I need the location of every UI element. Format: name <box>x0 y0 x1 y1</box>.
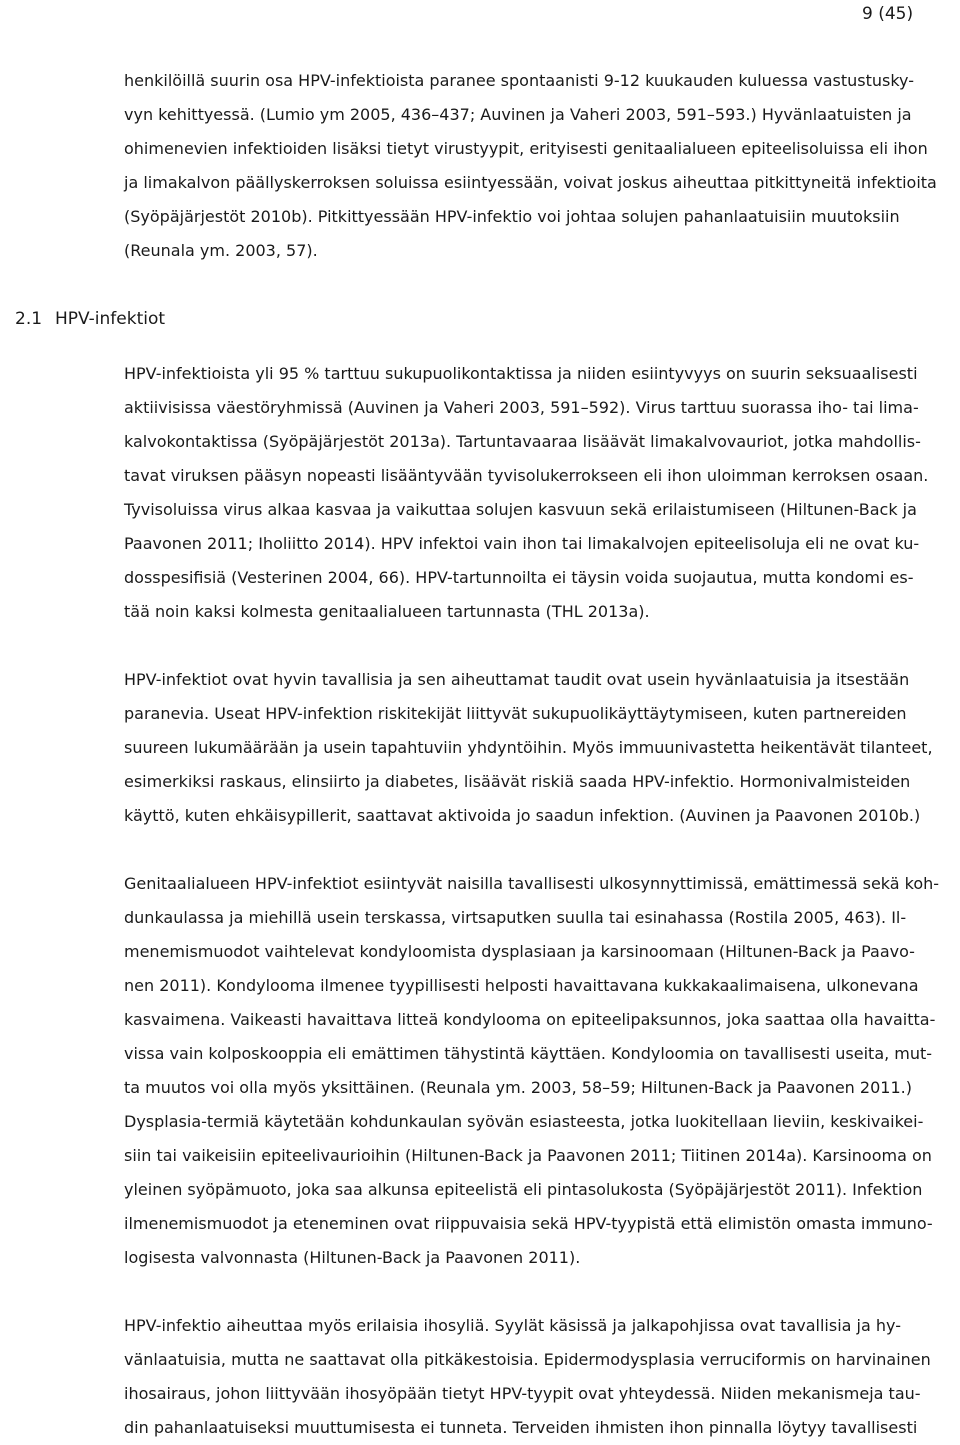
text-line: ja limakalvon päällyskerroksen soluissa esiintyessään, voivat joskus aiheuttaa pitkittyneitä infektioita <box>124 173 937 192</box>
paragraph-manifestations <box>124 867 944 1275</box>
text-line: HPV-infektiot ovat hyvin tavallisia ja sen aiheuttamat taudit ovat usein hyvänlaatuisia ja itsestään <box>124 670 910 689</box>
text-line: tavat viruksen pääsyn nopeasti lisääntyvään tyvisolukerrokseen eli ihon uloimman kerroksen osaan. <box>124 466 929 485</box>
text-line: Dysplasia-termiä käytetään kohdunkaulan syövän esiasteesta, jotka luokitellaan lieviin, keskivaikei- <box>124 1112 924 1131</box>
text-line: Genitaalialueen HPV-infektiot esiintyvät naisilla tavallisesti ulkosynnyttimissä, emättimessä sekä koh- <box>124 874 940 893</box>
text-line: esimerkiksi raskaus, elinsiirto ja diabetes, lisäävät riskiä saada HPV-infektio. Hormonivalmisteiden <box>124 772 911 791</box>
text-line: vissa vain kolposkooppia eli emättimen tähystintä käyttäen. Kondyloomia on tavallisesti useita, mut- <box>124 1044 933 1063</box>
text-line: logisesta valvonnasta (Hiltunen-Back ja Paavonen 2011). <box>124 1248 581 1267</box>
text-line: yleinen syöpämuoto, joka saa alkunsa epiteelistä eli pintasolukosta (Syöpäjärjestöt 2011). Infektion <box>124 1180 923 1199</box>
text-line: HPV-infektio aiheuttaa myös erilaisia ihosyliä. Syylät käsissä ja jalkapohjissa ovat tavallisia ja hy- <box>124 1316 901 1335</box>
text-line: ta muutos voi olla myös yksittäinen. (Reunala ym. 2003, 58–59; Hiltunen-Back ja Paavonen 2011.) <box>124 1078 912 1097</box>
paragraph-transmission <box>124 357 944 629</box>
text-line: aktiivisissa väestöryhmissä (Auvinen ja Vaheri 2003, 591–592). Virus tarttuu suorassa iho- tai lima- <box>124 398 919 417</box>
text-line: Tyvisoluissa virus alkaa kasvaa ja vaikuttaa solujen kasvuun sekä erilaistumiseen (Hiltunen-Back ja <box>124 500 917 519</box>
text-line: siin tai vaikeisiin epiteelivaurioihin (Hiltunen-Back ja Paavonen 2011; Tiitinen 2014a). Karsinooma on <box>124 1146 932 1165</box>
page-number: 9 (45) <box>862 4 914 24</box>
text-line: HPV-infektioista yli 95 % tarttuu sukupuolikontaktissa ja niiden esiintyvyys on suurin seksuaalisesti <box>124 364 918 383</box>
text-line: kalvokontaktissa (Syöpäjärjestöt 2013a). Tartuntavaaraa lisäävät limakalvovauriot, jotka mahdollis- <box>124 432 921 451</box>
text-line: dosspesifisiä (Vesterinen 2004, 66). HPV-tartunnoilta ei täysin voida suojautua, mutta kondomi es- <box>124 568 914 587</box>
text-line: ihosairaus, johon liittyvään ihosyöpään tietyt HPV-tyypit ovat yhteydessä. Niiden mekanismeja tau- <box>124 1384 921 1403</box>
section-title: HPV-infektiot <box>55 309 166 329</box>
text-line: ohimenevien infektioiden lisäksi tietyt virustyypit, erityisesti genitaalialueen epiteelisoluissa eli ihon <box>124 139 928 158</box>
text-line: vyn kehittyessä. (Lumio ym 2005, 436–437; Auvinen ja Vaheri 2003, 591–593.) Hyvänlaatuisten ja <box>124 105 912 124</box>
text-line: nen 2011). Kondylooma ilmenee tyypillisesti helposti havaittavana kukkakaalimaisena, ulkonevana <box>124 976 919 995</box>
text-line: menemismuodot vaihtelevat kondyloomista dysplasiaan ja karsinoomaan (Hiltunen-Back ja Paavo- <box>124 942 915 961</box>
paragraph-risk-factors <box>124 663 944 833</box>
text-line: Paavonen 2011; Iholiitto 2014). HPV infektoi vain ihon tai limakalvojen epiteelisoluja eli ne ovat ku- <box>124 534 920 553</box>
text-line: (Reunala ym. 2003, 57). <box>124 241 318 260</box>
intro-paragraph <box>124 64 944 268</box>
paragraph-skin-warts <box>124 1309 944 1445</box>
section-heading <box>15 302 165 336</box>
text-line: din pahanlaatuiseksi muuttumisesta ei tunneta. Terveiden ihmisten ihon pinnalla löytyy tavallisesti <box>124 1418 918 1437</box>
text-line: tää noin kaksi kolmesta genitaalialueen tartunnasta (THL 2013a). <box>124 602 650 621</box>
text-line: vänlaatuisia, mutta ne saattavat olla pitkäkestoisia. Epidermodysplasia verruciformis on harvinainen <box>124 1350 931 1369</box>
text-line: (Syöpäjärjestöt 2010b). Pitkittyessään HPV-infektio voi johtaa solujen pahanlaatuisiin muutoksiin <box>124 207 900 226</box>
text-line: ilmenemismuodot ja eteneminen ovat riippuvaisia sekä HPV-tyypistä että elimistön omasta immuno- <box>124 1214 933 1233</box>
text-line: käyttö, kuten ehkäisypillerit, saattavat aktivoida jo saadun infektion. (Auvinen ja Paavonen 2010b.) <box>124 806 921 825</box>
section-number: 2.1 <box>15 309 43 329</box>
text-line: kasvaimena. Vaikeasti havaittava litteä kondylooma on epiteelipaksunnos, joka saattaa olla havaitta- <box>124 1010 936 1029</box>
text-line: paranevia. Useat HPV-infektion riskitekijät liittyvät sukupuolikäyttäytymiseen, kuten partnereiden <box>124 704 907 723</box>
text-line: henkilöillä suurin osa HPV-infektioista paranee spontaanisti 9-12 kuukauden kuluessa vastustusky- <box>124 71 914 90</box>
text-line: dunkaulassa ja miehillä usein terskassa, virtsaputken suulla tai esinahassa (Rostila 2005, 463). Il- <box>124 908 907 927</box>
text-line: suureen lukumäärään ja usein tapahtuviin yhdyntöihin. Myös immuunivastetta heikentävät tilanteet, <box>124 738 933 757</box>
